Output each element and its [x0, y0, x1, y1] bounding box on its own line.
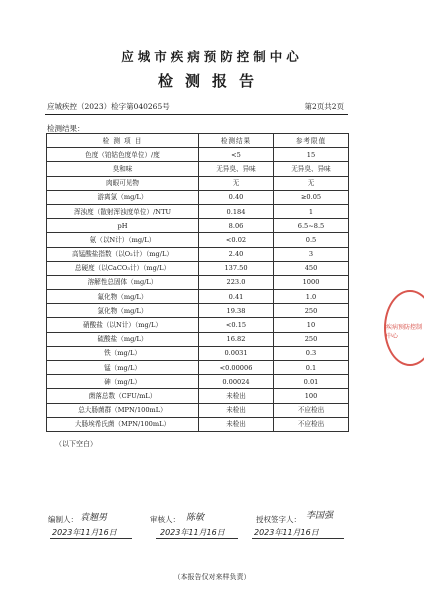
row-limit: 无异臭、异味 [274, 162, 349, 176]
row-result: 0.41 [199, 290, 274, 304]
table-row [47, 233, 349, 247]
table-row [47, 219, 349, 233]
row-limit: 0.1 [274, 361, 349, 375]
row-limit: 250 [274, 332, 349, 346]
compiler-signature: 袁翘男 [80, 513, 108, 523]
signer-underline [252, 538, 344, 539]
row-limit: ≥0.05 [274, 190, 349, 204]
table-row [47, 332, 349, 346]
table-row [47, 403, 349, 417]
reviewer-signature: 陈敏 [186, 513, 205, 523]
row-limit: 6.5~8.5 [274, 219, 349, 233]
row-limit: 1000 [274, 275, 349, 289]
row-item: 大肠埃希氏菌（MPN/100mL） [47, 417, 199, 431]
row-item: pH [47, 219, 199, 233]
row-limit: 0.5 [274, 233, 349, 247]
row-item: 氟化物（mg/L） [47, 290, 199, 304]
results-table [46, 133, 349, 432]
table-row [47, 346, 349, 360]
table-row [47, 204, 349, 218]
row-item: 总硬度（以CaCO₃计）（mg/L） [47, 261, 199, 275]
row-item: 肉眼可见物 [47, 176, 199, 190]
row-result: 0.0031 [199, 346, 274, 360]
row-result: <0.00006 [199, 361, 274, 375]
compiler-date: 2023年11月16日 [52, 528, 117, 537]
row-item: 锰（mg/L） [47, 361, 199, 375]
blank-note: （以下空白） [55, 440, 97, 448]
row-result: 未检出 [199, 389, 274, 403]
table-header-row [47, 134, 349, 148]
row-result: 未检出 [199, 403, 274, 417]
table-row [47, 190, 349, 204]
row-limit: 不应检出 [274, 403, 349, 417]
table-row [47, 275, 349, 289]
row-limit: 1 [274, 204, 349, 218]
row-item: 砷（mg/L） [47, 375, 199, 389]
table-row [47, 247, 349, 261]
row-item: 浑浊度（散射浑浊度单位）/NTU [47, 204, 199, 218]
row-result: <0.02 [199, 233, 274, 247]
document-number: 应城疾控（2023）检字第040265号 [47, 102, 170, 111]
reviewer-date: 2023年11月16日 [160, 528, 225, 537]
table-row [47, 261, 349, 275]
row-result: 0.00024 [199, 375, 274, 389]
row-result: <0.15 [199, 318, 274, 332]
row-result: 8.06 [199, 219, 274, 233]
row-result: 无异臭、异味 [199, 162, 274, 176]
signer-signature: 李国强 [306, 511, 334, 521]
row-item: 氯化物（mg/L） [47, 304, 199, 318]
compiler-label: 编制人： [48, 515, 78, 524]
row-item: 臭和味 [47, 162, 199, 176]
table-row [47, 318, 349, 332]
reviewer-label: 审核人： [150, 515, 180, 524]
org-name: 应城市疾病预防控制中心 [121, 49, 303, 64]
signer-label: 授权签字人： [256, 515, 301, 524]
table-row [47, 290, 349, 304]
row-result: 未检出 [199, 417, 274, 431]
row-result: 223.0 [199, 275, 274, 289]
report-title: 检测报告 [157, 72, 266, 90]
row-limit: 0.3 [274, 346, 349, 360]
table-row [47, 389, 349, 403]
row-limit: 1.0 [274, 290, 349, 304]
row-result: 137.50 [199, 261, 274, 275]
table-row [47, 304, 349, 318]
footer-note: （本报告仅对来样负责） [173, 573, 251, 581]
table-row [47, 361, 349, 375]
header-item: 检 测 项 目 [47, 134, 199, 148]
row-item: 游离氯（mg/L） [47, 190, 199, 204]
page-number: 第2页共2页 [304, 102, 344, 111]
reviewer-underline [156, 538, 238, 539]
row-item: 高锰酸盐指数（以O₂计）（mg/L） [47, 247, 199, 261]
row-limit: 15 [274, 148, 349, 162]
header-limit: 参考限值 [274, 134, 349, 148]
row-result: 0.184 [199, 204, 274, 218]
row-result: 19.38 [199, 304, 274, 318]
row-item: 总大肠菌群（MPN/100mL） [47, 403, 199, 417]
row-item: 铁（mg/L） [47, 346, 199, 360]
table-row [47, 176, 349, 190]
row-result: 16.82 [199, 332, 274, 346]
row-result: 无 [199, 176, 274, 190]
signer-date: 2023年11月16日 [254, 528, 319, 537]
row-limit: 100 [274, 389, 349, 403]
table-row [47, 417, 349, 431]
seal-text: 疾病预防控制中心 [386, 324, 423, 340]
header-rule [45, 114, 348, 115]
row-item: 溶解性总固体（mg/L） [47, 275, 199, 289]
row-item: 氨（以N计）（mg/L） [47, 233, 199, 247]
row-limit: 450 [274, 261, 349, 275]
table-row [47, 375, 349, 389]
row-result: <5 [199, 148, 274, 162]
row-limit: 10 [274, 318, 349, 332]
row-item: 菌落总数（CFU/mL） [47, 389, 199, 403]
row-item: 色度（铂钴色度单位）/度 [47, 148, 199, 162]
compiler-underline [50, 538, 132, 539]
results-label: 检测结果： [47, 124, 85, 133]
row-limit: 无 [274, 176, 349, 190]
row-limit: 不应检出 [274, 417, 349, 431]
row-item: 硫酸盐（mg/L） [47, 332, 199, 346]
row-limit: 0.01 [274, 375, 349, 389]
row-item: 硝酸盐（以N计）（mg/L） [47, 318, 199, 332]
table-row [47, 162, 349, 176]
row-limit: 250 [274, 304, 349, 318]
table-row [47, 148, 349, 162]
header-result: 检测结果 [199, 134, 274, 148]
row-result: 0.40 [199, 190, 274, 204]
row-result: 2.40 [199, 247, 274, 261]
row-limit: 3 [274, 247, 349, 261]
